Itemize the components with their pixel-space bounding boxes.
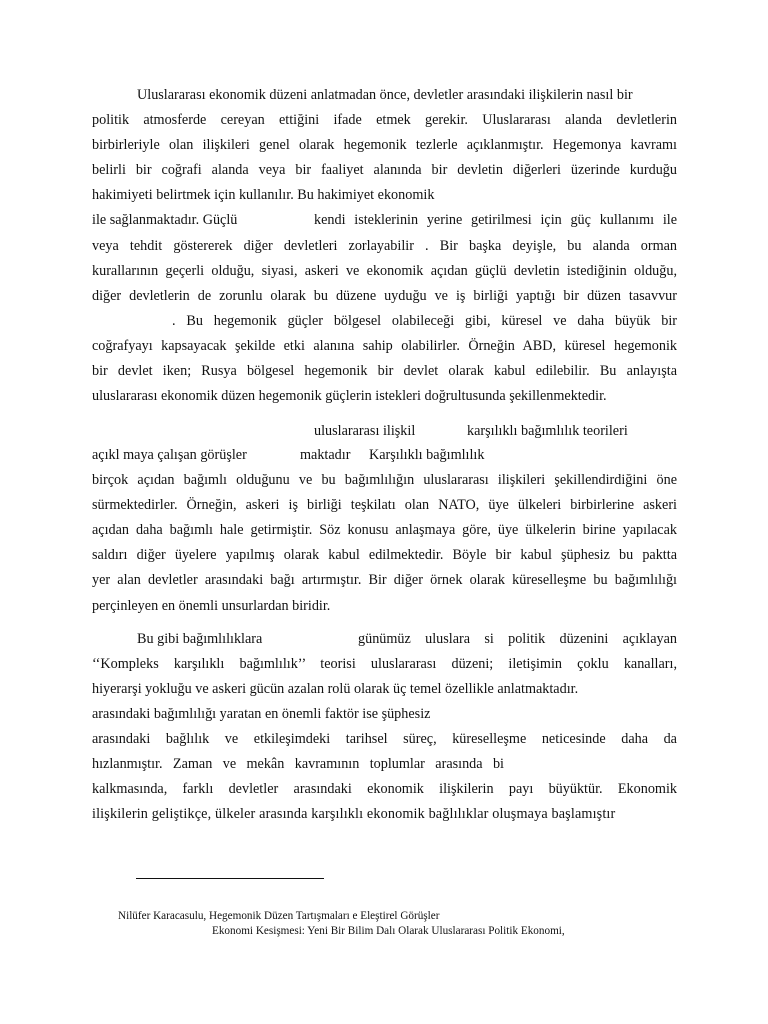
paragraph-line: arasındaki bağımlılığı yaratan en önemli faktör ise şüphesiz <box>92 706 431 722</box>
paragraph-line: diğer devletlerin de zorunlu olarak bu düzene uyduğu ve iş birliği yaptığı bir düzen tasavvur <box>92 288 677 304</box>
paragraph-line: kurallarının geçerli olduğu, siyasi, askeri ve ekonomik açıdan güçlü devletin istediğinin olduğu, <box>92 263 677 279</box>
paragraph-line: birbirleriyle olan ilişkileri genel olarak hegemonik tezlerle açıklanmıştır. Hegemonya kavramı <box>92 137 677 153</box>
paragraph-line: ile sağlanmaktadır. Güçlü <box>92 212 238 228</box>
paragraph-line: politik atmosferde cereyan ettiğini ifade etmek gerekir. Uluslararası alanda devletlerin <box>92 112 677 128</box>
paragraph-line: ‘‘Kompleks karşılıklı bağımlılık’’ teorisi uluslararası düzeni; iletişimin çoklu kanalları, <box>92 656 677 672</box>
paragraph-line: uluslararası ekonomik düzen hegemonik güçlerin istekleri doğrultusunda şekillenmektedir. <box>92 388 607 404</box>
paragraph-line: veya tehdit göstererek diğer devletleri zorlayabilir . Bir başka deyişle, bu alanda orman <box>92 238 677 254</box>
paragraph-line: açıdan daha bağımlı hale getirmiştir. Söz konusu anlaşmaya göre, üye ülkelerin birine yapılacak <box>92 522 677 538</box>
paragraph-line: perçinleyen en önemli unsurlardan biridir. <box>92 598 331 614</box>
paragraph-line: Karşılıklı bağımlılık <box>369 447 485 463</box>
paragraph-line: bir devlet iken; Rusya bölgesel hegemonik bir devlet olarak kabul edilebilir. Bu anlayışta <box>92 363 677 379</box>
paragraph-line: maktadır <box>300 447 351 463</box>
paragraph-line: karşılıklı bağımlılık teorileri <box>467 423 628 439</box>
paragraph-line: açıkl maya çalışan görüşler <box>92 447 247 463</box>
footnote-separator <box>136 878 324 879</box>
paragraph-line: hızlanmıştır. Zaman ve mekân kavramının toplumlar arasında bi <box>92 756 504 772</box>
paragraph-line: Bu gibi bağımlılıklara <box>137 631 263 647</box>
paragraph-line: uluslararası ilişkil <box>314 423 416 439</box>
footnote-text: Ekonomi Kesişmesi: Yeni Bir Bilim Dalı Olarak Uluslararası Politik Ekonomi, <box>212 925 565 937</box>
paragraph-line: kalkmasında, farklı devletler arasındaki ekonomik ilişkilerin payı büyüktür. Ekonomik <box>92 781 677 797</box>
paragraph-line: birçok açıdan bağımlı olduğunu ve bu bağımlılığın uluslararası ilişkileri şekillendirdiğini öne <box>92 472 677 488</box>
paragraph-line: ilişkilerin geliştikçe, ülkeler arasında karşılıklı ekonomik bağlılıklar oluşmaya başlamıştır <box>92 806 616 822</box>
paragraph-line: günümüz uluslara si politik düzenini açıklayan <box>358 631 677 647</box>
paragraph-line: . Bu hegemonik güçler bölgesel olabileceği gibi, küresel ve daha büyük bir <box>172 313 677 329</box>
paragraph-line: yer alan devletler arasındaki bağı artırmıştır. Bir diğer örnek olarak küreselleşme bu bağımlılığı <box>92 572 677 588</box>
paragraph-line: Uluslararası ekonomik düzeni anlatmadan önce, devletler arasındaki ilişkilerin nasıl bir <box>137 87 633 103</box>
paragraph-line: sürmektedirler. Örneğin, askeri iş birliği teşkilatı olan NATO, üye ülkeleri birbirlerine askeri <box>92 497 677 513</box>
paragraph-line: arasındaki bağlılık ve etkileşimdeki tarihsel süreç, küreselleşme neticesinde daha da <box>92 731 677 747</box>
paragraph-line: belirli bir coğrafi alanda veya bir faaliyet alanında bir devletin diğerleri üzerinde kurduğu <box>92 162 677 178</box>
footnote-text: Nilüfer Karacasulu, Hegemonik Düzen Tartışmaları e Eleştirel Görüşler <box>118 910 440 922</box>
paragraph-line: hakimiyeti belirtmek için kullanılır. Bu hakimiyet ekonomik <box>92 187 435 203</box>
paragraph-line: coğrafyayı kapsayacak şekilde etki alanına sahip olabilirler. Örneğin ABD, küresel hegemonik <box>92 338 677 354</box>
paragraph-line: hiyerarşi yokluğu ve askeri gücün azalan rolü olarak üç temel özellikle anlatmaktadır. <box>92 681 579 697</box>
paragraph-line: saldırı diğer üyelere yapılmış olarak kabul edilmektedir. Böyle bir kabul şüphesiz bu paktta <box>92 547 677 563</box>
paragraph-line: kendi isteklerinin yerine getirilmesi için güç kullanımı ile <box>314 212 677 228</box>
